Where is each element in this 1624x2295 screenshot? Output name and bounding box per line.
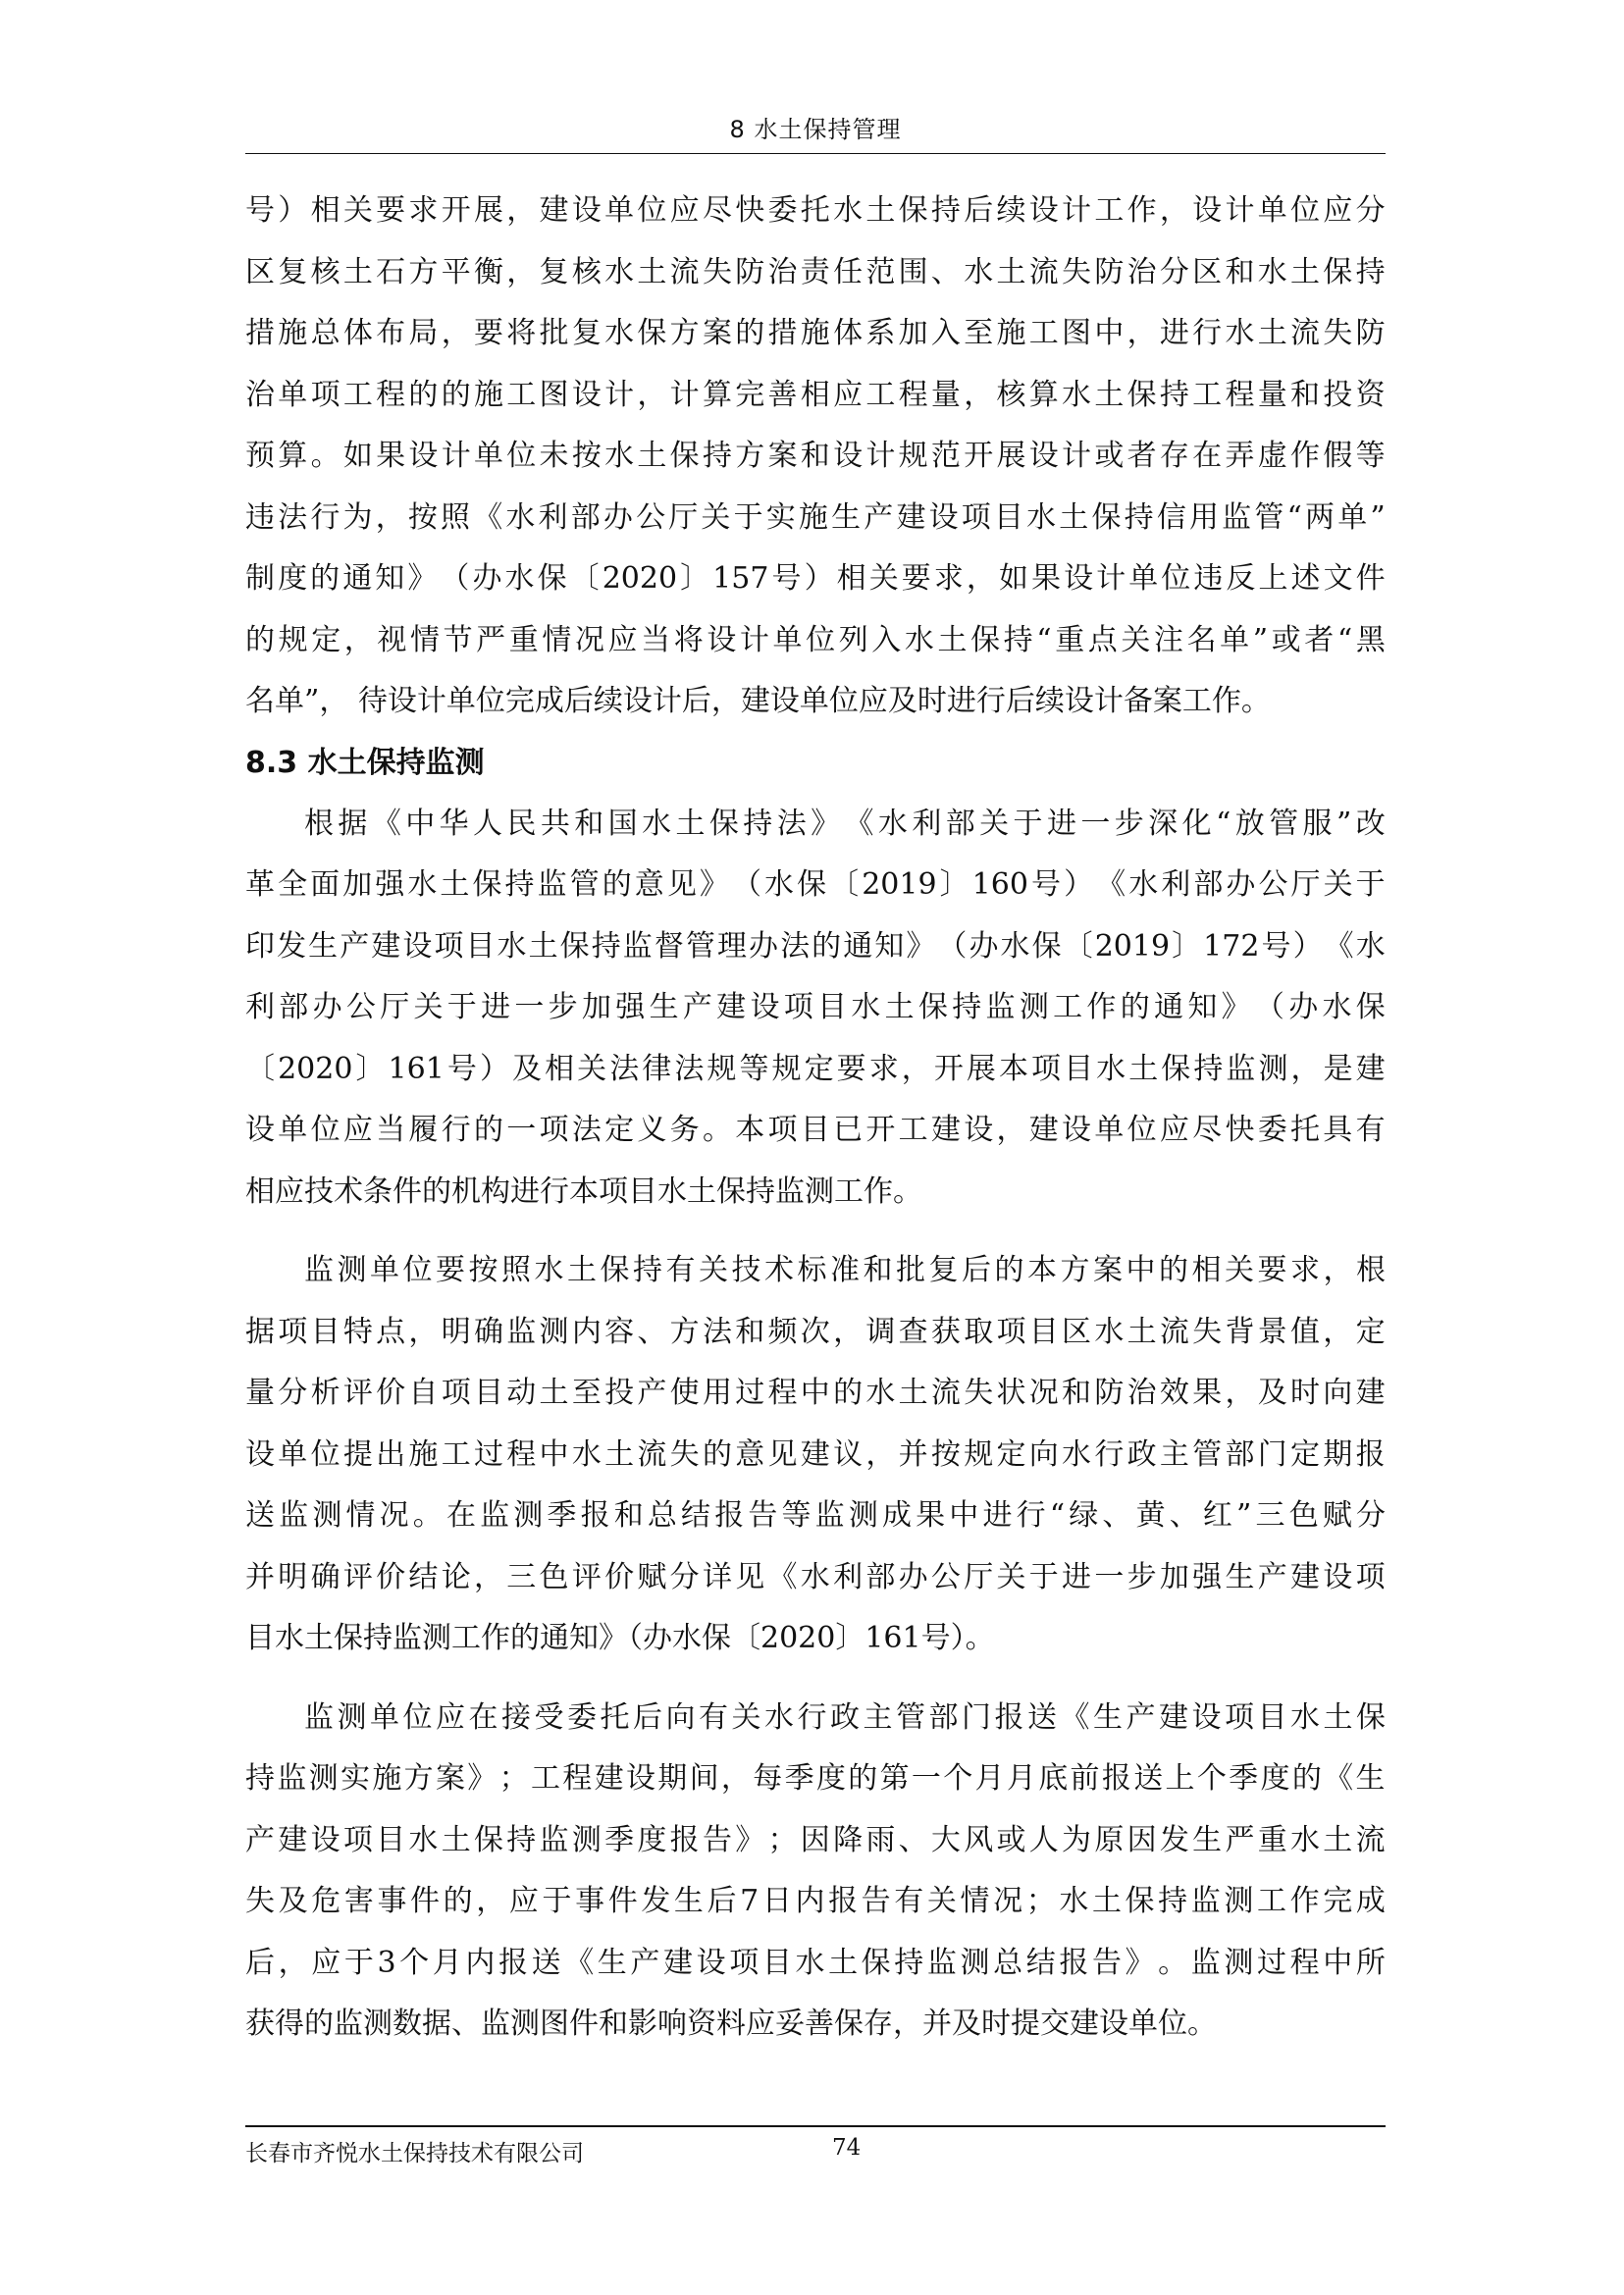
text-line: 根 据 《 中 华 人 民 共 和 国 水 土 保 持 法 》 《 水 利 部 关 于 进 一 步 深 化 “ 放 管 服 ” 改 [304,806,1386,841]
footer-divider [245,2125,1386,2127]
text-line: 〔 2020 〕 161 号 ） 及 相 关 法 律 法 规 等 规 定 要 求 ， 开 展 本 项 目 水 土 保 持 监 测 ， 是 建 [245,1051,1386,1086]
paragraph [245,794,1386,1224]
text-line: 产 建 设 项 目 水 土 保 持 监 测 季 度 报 告 》 ； 因 降 雨 、 大 风 或 人 为 原 因 发 生 严 重 水 土 流 [245,1822,1386,1857]
text-line: 并 明 确 评 价 结 论 ， 三 色 评 价 赋 分 详 见 《 水 利 部 办 公 厅 关 于 进 一 步 加 强 生 产 建 设 项 [245,1559,1386,1594]
page-number: 74 [832,2135,862,2161]
section-heading: 8.3 水土保持监测 [245,745,485,780]
text-line: 后 ， 应 于 3 个 月 内 报 送 《 生 产 建 设 项 目 水 土 保 持 监 测 总 结 报 告 》 。 监 测 过 程 中 所 [245,1945,1386,1980]
text-line: 措 施 总 体 布 局 ， 要 将 批 复 水 保 方 案 的 措 施 体 系 加 入 至 施 工 图 中 ， 进 行 水 土 流 失 防 [245,316,1386,350]
header-divider [245,153,1386,154]
text-line: 获得的监测数据、监测图件和影响资料应妥善保存，并及时提交建设单位。 [245,2007,1217,2041]
text-line: 送 监 测 情 况 。 在 监 测 季 报 和 总 结 报 告 等 监 测 成 果 中 进 行 “ 绿 、 黄 、 红 ” 三 色 赋 分 [245,1498,1386,1533]
text-line: 监 测 单 位 要 按 照 水 土 保 持 有 关 技 术 标 准 和 批 复 后 的 本 方 案 中 的 相 关 要 求 ， 根 [304,1253,1386,1287]
text-line: 持 监 测 实 施 方 案 》 ； 工 程 建 设 期 间 ， 每 季 度 的 第 一 个 月 月 底 前 报 送 上 个 季 度 的 《 生 [245,1761,1386,1796]
text-line: 利 部 办 公 厅 关 于 进 一 步 加 强 生 产 建 设 项 目 水 土 保 持 监 测 工 作 的 通 知 》 （ 办 水 保 [245,990,1386,1024]
footer-company: 长春市齐悦水土保持技术有限公司 [245,2141,584,2166]
page-header-title: 8 水土保持管理 [729,116,902,143]
text-line: 号 ） 相 关 要 求 开 展 ， 建 设 单 位 应 尽 快 委 托 水 土 保 持 后 续 设 计 工 作 ， 设 计 单 位 应 分 [245,193,1386,228]
text-line: 治 单 项 工 程 的 的 施 工 图 设 计 ， 计 算 完 善 相 应 工 程 量 ， 核 算 水 土 保 持 工 程 量 和 投 资 [245,377,1386,412]
paragraph [245,1240,1386,1670]
text-line: 的 规 定 ， 视 情 节 严 重 情 况 应 当 将 设 计 单 位 列 入 水 土 保 持 “ 重 点 关 注 名 单 ” 或 者 “ 黑 [245,622,1386,657]
paragraph-spacer [245,1223,1386,1240]
text-line: 革 全 面 加 强 水 土 保 持 监 管 的 意 见 》 （ 水 保 〔 2019 〕 160 号 ） 《 水 利 部 办 公 厅 关 于 [245,867,1386,902]
text-line: 设 单 位 提 出 施 工 过 程 中 水 土 流 失 的 意 见 建 议 ， 并 按 规 定 向 水 行 政 主 管 部 门 定 期 报 [245,1436,1386,1472]
document-body [245,181,1386,2056]
text-line: 设 单 位 应 当 履 行 的 一 项 法 定 义 务 。 本 项 目 已 开 工 建 设 ， 建 设 单 位 应 尽 快 委 托 具 有 [245,1113,1386,1147]
text-line: 名单”， 待设计单位完成后续设计后，建设单位应及时进行后续设计备案工作。 [245,684,1271,718]
text-line: 违 法 行 为 ， 按 照 《 水 利 部 办 公 厅 关 于 实 施 生 产 建 设 项 目 水 土 保 持 信 用 监 管 “ 两 单 ” [245,499,1386,535]
text-line: 据 项 目 特 点 ， 明 确 监 测 内 容 、 方 法 和 频 次 ， 调 查 获 取 项 目 区 水 土 流 失 背 景 值 ， 定 [245,1314,1386,1349]
paragraph [245,181,1386,733]
text-line: 量 分 析 评 价 自 项 目 动 土 至 投 产 使 用 过 程 中 的 水 土 流 失 状 况 和 防 治 效 果 ， 及 时 向 建 [245,1376,1386,1410]
text-line: 目水土保持监测工作的通知》（办水保〔2020〕161号）。 [245,1621,995,1655]
text-line: 印 发 生 产 建 设 项 目 水 土 保 持 监 督 管 理 办 法 的 通 知 》 （ 办 水 保 〔 2019 〕 172 号 ） 《 水 [245,928,1386,964]
text-line: 监 测 单 位 应 在 接 受 委 托 后 向 有 关 水 行 政 主 管 部 门 报 送 《 生 产 建 设 项 目 水 土 保 [304,1699,1386,1735]
text-line: 相应技术条件的机构进行本项目水土保持监测工作。 [245,1174,922,1209]
text-line: 制 度 的 通 知 》 （ 办 水 保 〔 2020 〕 157 号 ） 相 关 要 求 ， 如 果 设 计 单 位 违 反 上 述 文 件 [245,561,1386,596]
paragraph [245,1688,1386,2056]
text-line: 区 复 核 土 石 方 平 衡 ， 复 核 水 土 流 失 防 治 责 任 范 围 、 水 土 流 失 防 治 分 区 和 水 土 保 持 [245,254,1386,289]
text-line: 预 算 。 如 果 设 计 单 位 未 按 水 土 保 持 方 案 和 设 计 规 范 开 展 设 计 或 者 存 在 弄 虚 作 假 等 [245,439,1386,473]
paragraph-spacer [245,1670,1386,1688]
text-line: 失 及 危 害 事 件 的 ， 应 于 事 件 发 生 后 7 日 内 报 告 有 关 情 况 ； 水 土 保 持 监 测 工 作 完 成 [245,1884,1386,1918]
